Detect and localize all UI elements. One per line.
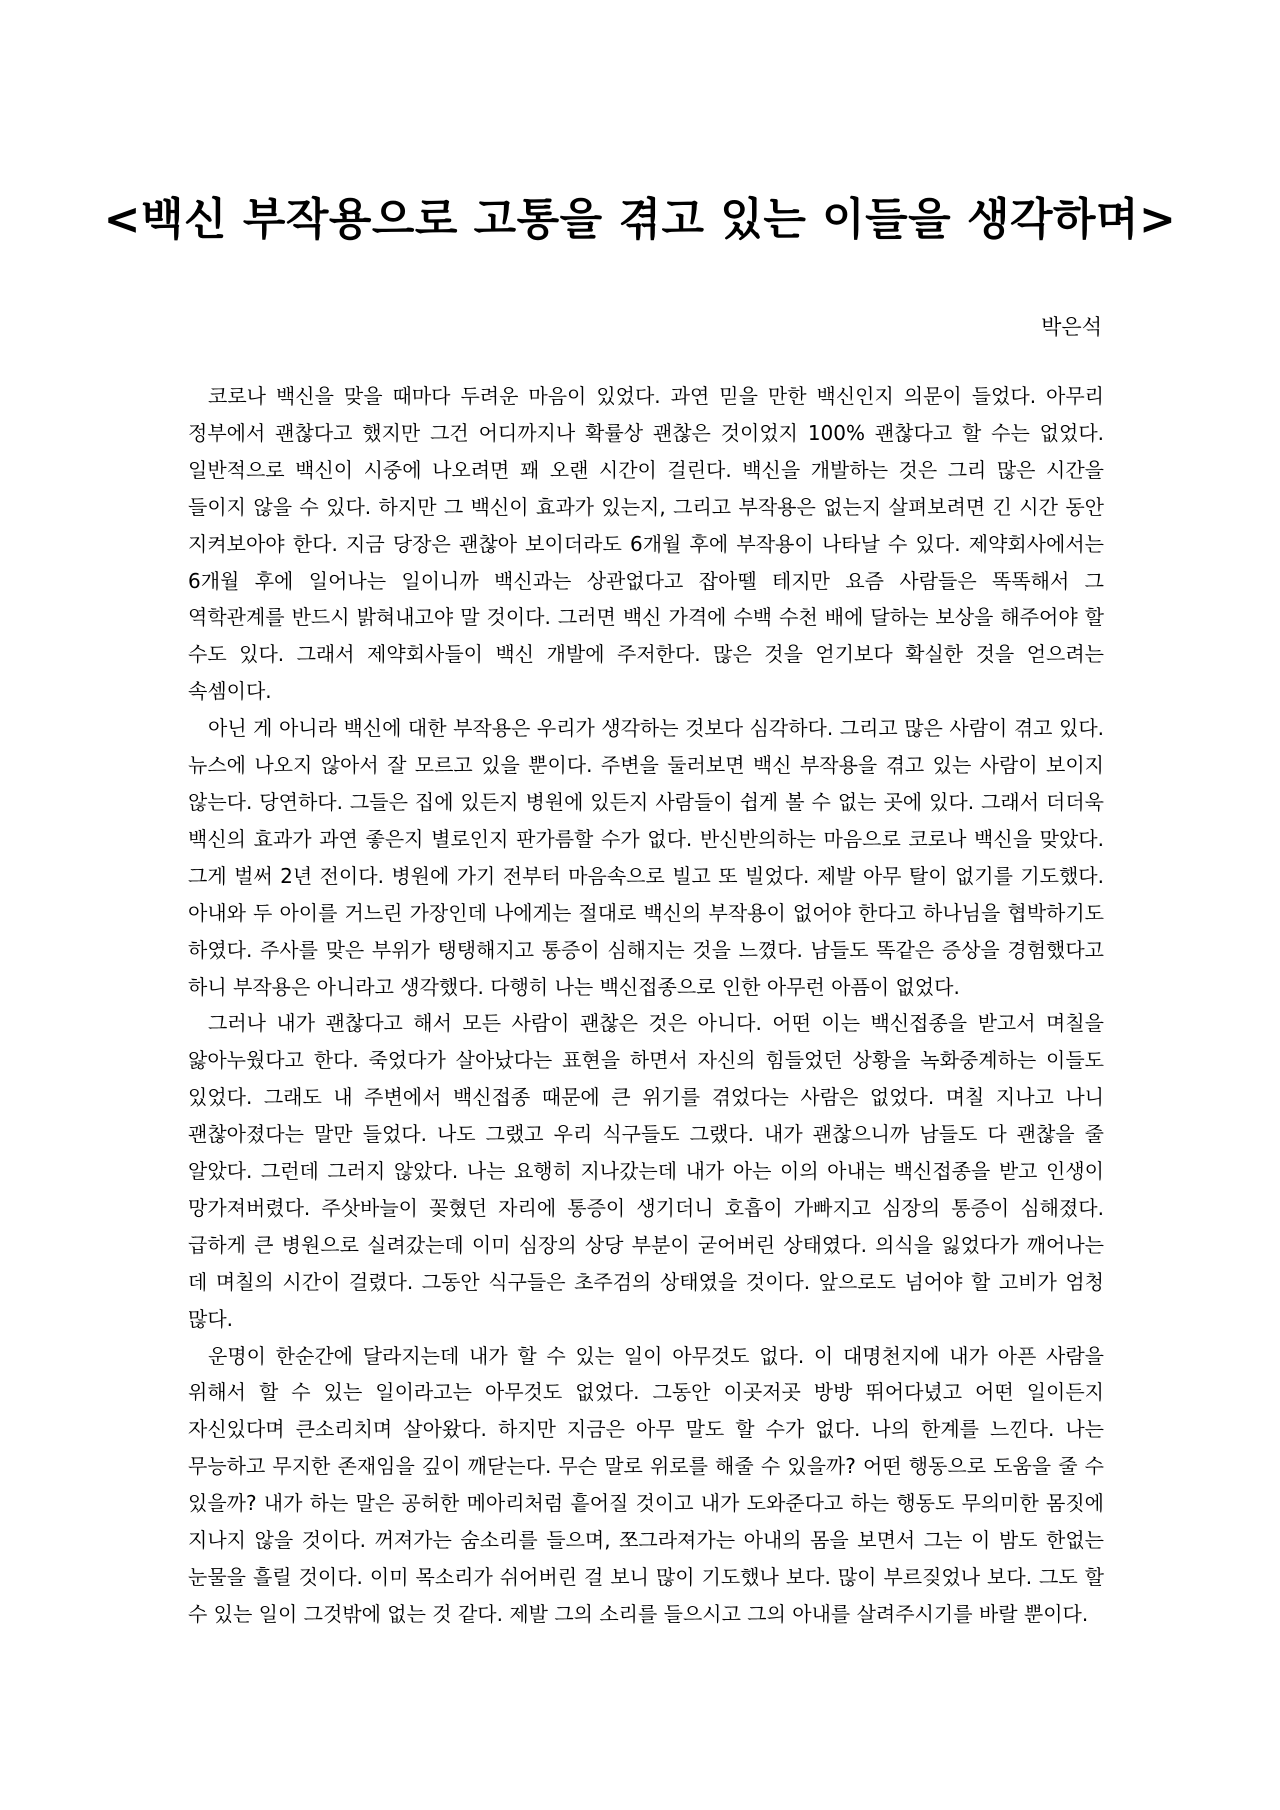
body-paragraph-1: 코로나 백신을 맞을 때마다 두려운 마음이 있었다. 과연 믿을 만한 백신인지 의문이 들었다. 아무리 정부에서 괜찮다고 했지만 그건 어디까지나 확률상 괜찮은 것이었지 100% 괜찮다고 할 수는 없었다. 일반적으로 백신이 시중에 나오려면 꽤 오랜 시간이 걸린다. 백신을 개발하는 것은 그리 많은 시간을 들이지 않을 수 있다. 하지만 그 백신이 효과가 있는지, 그리고 부작용은 없는지 살펴보려면 긴 시간 동안 지켜보아야 한다. 지금 당장은 괜찮아 보이더라도 6개월 후에 부작용이 나타날 수 있다. 제약회사에서는 6개월 후에 일어나는 일이니까 백신과는 상관없다고 잡아뗄 테지만 요즘 사람들은 똑똑해서 그 역학관계를 반드시 밝혀내고야 말 것이다. 그러면 백신 가격에 수백 수천 배에 달하는 보상을 해주어야 할 수도 있다. 그래서 제약회사들이 백신 개발에 주저한다. 많은 것을 얻기보다 확실한 것을 얻으려는 속셈이다. — [188, 384, 1104, 704]
document-title: <백신 부작용으로 고통을 겪고 있는 이들을 생각하며> — [103, 194, 1177, 245]
body-paragraph-2: 아닌 게 아니라 백신에 대한 부작용은 우리가 생각하는 것보다 심각하다. 그리고 많은 사람이 겪고 있다. 뉴스에 나오지 않아서 잘 모르고 있을 뿐이다. 주변을 둘러보면 백신 부작용을 겪고 있는 사람이 보이지 않는다. 당연하다. 그들은 집에 있든지 병원에 있든지 사람들이 쉽게 볼 수 없는 곳에 있다. 그래서 더더욱 백신의 효과가 과연 좋은지 별로인지 판가름할 수가 없다. 반신반의하는 마음으로 코로나 백신을 맞았다. 그게 벌써 2년 전이다. 병원에 가기 전부터 마음속으로 빌고 또 빌었다. 제발 아무 탈이 없기를 기도했다. 아내와 두 아이를 거느린 가장인데 나에게는 절대로 백신의 부작용이 없어야 한다고 하나님을 협박하기도 하였다. 주사를 맞은 부위가 탱탱해지고 통증이 심해지는 것을 느꼈다. 남들도 똑같은 증상을 경험했다고 하니 부작용은 아니라고 생각했다. 다행히 나는 백신접종으로 인한 아무런 아픔이 없었다. — [188, 716, 1104, 999]
body-paragraph-4: 운명이 한순간에 달라지는데 내가 할 수 있는 일이 아무것도 없다. 이 대명천지에 내가 아픈 사람을 위해서 할 수 있는 일이라고는 아무것도 없었다. 그동안 이곳저곳 방방 뛰어다녔고 어떤 일이든지 자신있다며 큰소리치며 살아왔다. 하지만 지금은 아무 말도 할 수가 없다. 나의 한계를 느낀다. 나는 무능하고 무지한 존재임을 깊이 깨닫는다. 무슨 말로 위로를 해줄 수 있을까? 어떤 행동으로 도움을 줄 수 있을까? 내가 하는 말은 공허한 메아리처럼 흩어질 것이고 내가 도와준다고 하는 행동도 무의미한 몸짓에 지나지 않을 것이다. 꺼져가는 숨소리를 들으며, 쪼그라져가는 아내의 몸을 보면서 그는 이 밤도 한없는 눈물을 흘릴 것이다. 이미 목소리가 쉬어버린 걸 보니 많이 기도했나 보다. 많이 부르짖었나 보다. 그도 할 수 있는 일이 그것밖에 없는 것 같다. 제발 그의 소리를 들으시고 그의 아내를 살려주시기를 바랄 뿐이다. — [188, 1343, 1104, 1626]
author-name: 박은석 — [1041, 315, 1102, 339]
body-paragraph-3: 그러나 내가 괜찮다고 해서 모든 사람이 괜찮은 것은 아니다. 어떤 이는 백신접종을 받고서 며칠을 앓아누웠다고 한다. 죽었다가 살아났다는 표현을 하면서 자신의 힘들었던 상황을 녹화중계하는 이들도 있었다. 그래도 내 주변에서 백신접종 때문에 큰 위기를 겪었다는 사람은 없었다. 며칠 지나고 나니 괜찮아졌다는 말만 들었다. 나도 그랬고 우리 식구들도 그랬다. 내가 괜찮으니까 남들도 다 괜찮을 줄 알았다. 그런데 그러지 않았다. 나는 요행히 지나갔는데 내가 아는 이의 아내는 백신접종을 받고 인생이 망가져버렸다. 주삿바늘이 꽂혔던 자리에 통증이 생기더니 호흡이 가빠지고 심장의 통증이 심해졌다. 급하게 큰 병원으로 실려갔는데 이미 심장의 상당 부분이 굳어버린 상태였다. 의식을 잃었다가 깨어나는 데 며칠의 시간이 걸렸다. 그동안 식구들은 초주검의 상태였을 것이다. 앞으로도 넘어야 할 고비가 엄청 많다. — [188, 1011, 1104, 1331]
document-body — [188, 378, 1104, 1633]
